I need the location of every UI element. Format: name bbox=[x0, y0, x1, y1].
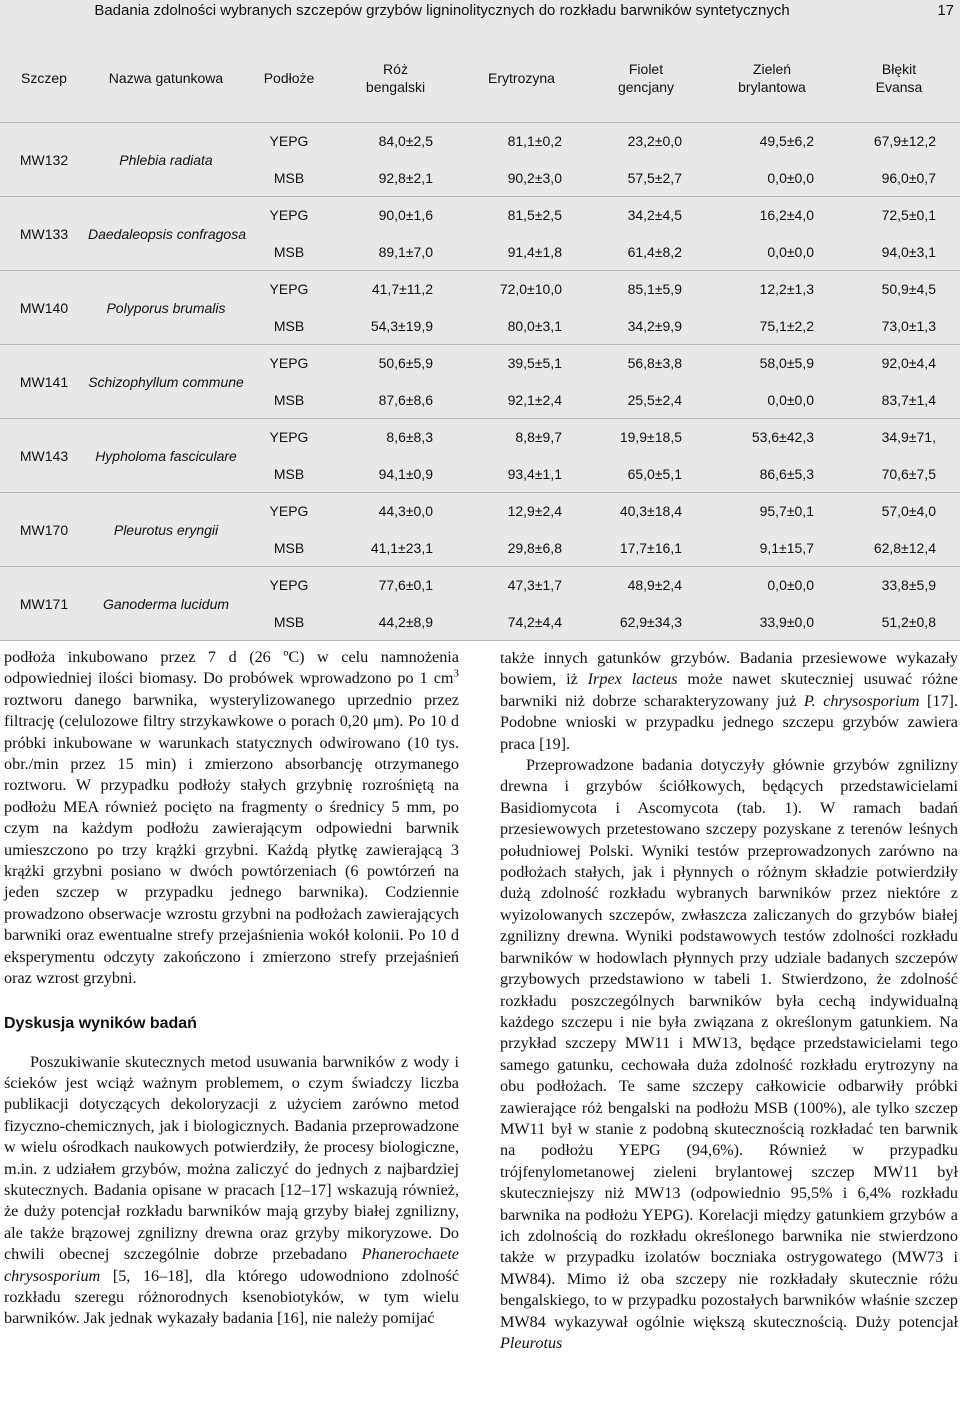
value-cell: 83,7±1,4 bbox=[838, 382, 960, 419]
substrate-cell: MSB bbox=[244, 456, 334, 493]
value-cell: 94,1±0,9 bbox=[334, 456, 457, 493]
column-header bbox=[0, 34, 88, 123]
column-header-text: bengalski bbox=[365, 79, 426, 95]
strain-cell: MW171 bbox=[0, 567, 88, 641]
value-cell: 61,4±8,2 bbox=[586, 234, 706, 271]
value-cell: 39,5±5,1 bbox=[507, 355, 562, 372]
value-cell: 8,6±8,3 bbox=[386, 429, 433, 446]
value-cell: 81,5±2,5 bbox=[507, 207, 562, 224]
value-cell: 33,9±0,0 bbox=[706, 604, 838, 641]
discussion-paragraph-continued bbox=[500, 648, 958, 755]
value-cell: 41,1±23,1 bbox=[334, 530, 457, 567]
value-cell: 8,8±9,7 bbox=[515, 429, 562, 446]
value-cell: 62,9±34,3 bbox=[586, 604, 706, 641]
value-cell: 92,0±4,4 bbox=[881, 355, 936, 372]
text-run: Przeprowadzone badania dotyczyły głównie grzybów zgnilizny drewna i grzybów ściółkowych, będących przedstawicielami Basidiomycota i Ascomycota (tab. 1). W ramach badań przesiewowych przetestowano szczepy pozyskane z terenów leśnych południowej Polski. Wyniki testów przeprowadzonych zarówno na podłożach stałych, jak i płynnych o różnym składzie potwierdziły dużą zdolność rozkładu wybranych barwników przez niektóre z wyizolowanych szczepów, zwłaszcza zaliczanych do grzybów białej zgnilizny drewna. Wyniki podstawowych testów zdolności rozkładu barwników w hodowlach płynnych przy udziale badanych szczepów grzybowych przedstawiono w tabeli 1. Stwierdzono, że zdolność rozkładu poszczególnych barwników była cechą indywidualną każdego szczepu i nie była związana z określonym gatunkiem. Na przykład szczepy MW11 i MW13, będące przedstawicielami tego samego gatunku, cechowała duża zdolność rozkładu erytrozyny na obu podłożach. Te same szczepy całkowicie odbarwiły próbki zawierające róż bengalski na podłożu MSB (100%), ale tylko szczep MW11 był w stanie z podobną skutecznością rozkładać ten barwnik na podłożu YEPG (94,6%). Również w przypadku trójfenylometanowej zieleni brylantowej szczep MW11 był skuteczniejszy niż MW13 (odpowiednio 95,5% i 6,4% rozkładu barwnika na podłożu YEPG). Korelacji między gatunkiem grzybów a ich zdolnością do rozkładu określonego barwnika nie stwierdzono także w przypadku izolatów boczniaka ostrygowatego (MW73 i MW84). Mimo iż oba szczepy nie rozkładały skutecznie różu bengalskiego, to w przypadku pozostałych barwników właśnie szczep MW84 wykazywał ogólnie większą skutecznością. Duży potencjał bbox=[500, 756, 958, 1331]
substrate-cell: MSB bbox=[244, 160, 334, 197]
column-header-text: gencjany bbox=[617, 79, 675, 95]
value-cell: 0,0±0,0 bbox=[706, 382, 838, 419]
value-cell: 9,1±15,7 bbox=[706, 530, 838, 567]
table-row bbox=[0, 419, 960, 456]
value-cell: 73,0±1,3 bbox=[838, 308, 960, 345]
value-cell: 89,1±7,0 bbox=[334, 234, 457, 271]
superscript-text: 3 bbox=[453, 668, 459, 681]
column-header-text: Szczep bbox=[21, 70, 67, 86]
value-cell: 81,1±0,2 bbox=[507, 133, 562, 150]
value-cell: 16,2±4,0 bbox=[759, 207, 814, 224]
species-cell: Hypholoma fasciculare bbox=[88, 419, 244, 493]
strain-cell: MW143 bbox=[0, 419, 88, 493]
value-cell: 50,9±4,5 bbox=[881, 281, 936, 298]
species-cell: Pleurotus eryngii bbox=[88, 493, 244, 567]
table-row bbox=[0, 493, 960, 530]
value-cell: 12,9±2,4 bbox=[507, 503, 562, 520]
column-header bbox=[838, 34, 960, 123]
discussion-paragraph-1 bbox=[4, 1052, 459, 1330]
value-cell: 50,6±5,9 bbox=[378, 355, 433, 372]
substrate-cell: YEPG bbox=[269, 503, 309, 520]
value-cell: 75,1±2,2 bbox=[706, 308, 838, 345]
value-cell: 86,6±5,3 bbox=[706, 456, 838, 493]
section-heading: Dyskusja wyników badań bbox=[4, 1014, 197, 1032]
substrate-cell: YEPG bbox=[269, 207, 309, 224]
value-cell: 62,8±12,4 bbox=[838, 530, 960, 567]
table-row bbox=[0, 567, 960, 604]
italic-text: P. chrysosporium bbox=[803, 691, 920, 710]
right-text-column bbox=[500, 648, 958, 1354]
text-run: może nawet skuteczniej usuwać różne barwniki niż dobrze scharakteryzowany już bbox=[500, 670, 958, 710]
value-cell: 95,7±0,1 bbox=[759, 503, 814, 520]
italic-text: Phanerochaete chrysosporium bbox=[4, 1245, 459, 1285]
value-cell: 47,3±1,7 bbox=[507, 577, 562, 594]
value-cell: 91,4±1,8 bbox=[457, 234, 586, 271]
page-number: 17 bbox=[937, 2, 954, 19]
value-cell: 51,2±0,8 bbox=[838, 604, 960, 641]
text-run: [17]. Podobne wnioski w przypadku jednego szczepu grzybów zawiera praca [19]. bbox=[500, 691, 958, 753]
value-cell: 17,7±16,1 bbox=[586, 530, 706, 567]
value-cell: 12,2±1,3 bbox=[759, 281, 814, 298]
value-cell: 94,0±3,1 bbox=[838, 234, 960, 271]
value-cell: 54,3±19,9 bbox=[334, 308, 457, 345]
column-header bbox=[586, 34, 706, 123]
column-header bbox=[457, 34, 586, 123]
text-run: roztworu danego barwnika, wysterylizowanego uprzednio przez filtrację (celulozowe filtry strzykawkowe o porach 0,20 μm). Po 10 d próbki inkubowane w warunkach statycznych odwirowano (10 tys. obr./min przez 15 min) i zmierzono absorbancję otrzymanego roztworu. W przypadku podłoży stałych grzybnię rozrośniętą na podłożu MEA również pocięto na fragmenty o średnicy 5 mm, po czym na każdym podłożu zawierającym odpowiedni barwnik umieszczono po trzy krążki grzybni. Każdą płytkę zawierającą 3 krążki grzybni posiano w dwóch powtórzeniach (6 powtórzeń na jeden szczep w przypadku jednego barwnika). Codziennie prowadzono obserwacje wzrostu grzybni na podłożach zawierających barwniki oraz ewentualne strefy przejaśnienia wokół kolonii. Po 10 d eksperymentu odczyty zakończono i zmierzono strefy przejaśnień oraz wzrost grzybni. bbox=[4, 690, 459, 988]
value-cell: 40,3±18,4 bbox=[619, 503, 682, 520]
column-header-text: Podłoże bbox=[263, 70, 315, 86]
value-cell: 48,9±2,4 bbox=[627, 577, 682, 594]
value-cell: 0,0±0,0 bbox=[706, 234, 838, 271]
value-cell: 85,1±5,9 bbox=[627, 281, 682, 298]
value-cell: 34,2±9,9 bbox=[586, 308, 706, 345]
running-header-title: Badania zdolności wybranych szczepów grzybów ligninolitycznych do rozkładu barwników syntetycznych bbox=[94, 2, 790, 19]
strain-cell: MW133 bbox=[0, 197, 88, 271]
table-body bbox=[0, 123, 960, 641]
value-cell: 80,0±3,1 bbox=[457, 308, 586, 345]
value-cell: 23,2±0,0 bbox=[627, 133, 682, 150]
strain-cell: MW140 bbox=[0, 271, 88, 345]
value-cell: 77,6±0,1 bbox=[378, 577, 433, 594]
value-cell: 58,0±5,9 bbox=[759, 355, 814, 372]
value-cell: 49,5±6,2 bbox=[759, 133, 814, 150]
value-cell: 34,9±71, bbox=[881, 429, 936, 446]
species-cell: Schizophyllum commune bbox=[88, 345, 244, 419]
substrate-cell: YEPG bbox=[269, 355, 309, 372]
value-cell: 25,5±2,4 bbox=[586, 382, 706, 419]
substrate-cell: YEPG bbox=[269, 133, 309, 150]
substrate-cell: YEPG bbox=[269, 281, 309, 298]
value-cell: 67,9±12,2 bbox=[873, 133, 936, 150]
value-cell: 33,8±5,9 bbox=[881, 577, 936, 594]
table-row bbox=[0, 197, 960, 234]
column-header-text: Fiolet bbox=[628, 61, 664, 77]
column-header-text: Zieleń bbox=[752, 61, 792, 77]
value-cell: 74,2±4,4 bbox=[457, 604, 586, 641]
substrate-cell: MSB bbox=[244, 382, 334, 419]
value-cell: 53,6±42,3 bbox=[751, 429, 814, 446]
value-cell: 57,5±2,7 bbox=[586, 160, 706, 197]
species-cell: Phlebia radiata bbox=[88, 123, 244, 197]
methods-paragraph bbox=[4, 647, 459, 990]
value-cell: 44,3±0,0 bbox=[378, 503, 433, 520]
value-cell: 29,8±6,8 bbox=[457, 530, 586, 567]
italic-text: Pleurotus bbox=[500, 1334, 563, 1352]
value-cell: 70,6±7,5 bbox=[838, 456, 960, 493]
strain-cell: MW170 bbox=[0, 493, 88, 567]
value-cell: 0,0±0,0 bbox=[767, 577, 814, 594]
discussion-paragraph-2 bbox=[500, 755, 958, 1354]
strain-cell: MW132 bbox=[0, 123, 88, 197]
strain-cell: MW141 bbox=[0, 345, 88, 419]
column-header-text: Róż bbox=[383, 61, 408, 77]
table-header bbox=[0, 34, 960, 123]
value-cell: 92,1±2,4 bbox=[457, 382, 586, 419]
column-header-text: brylantowa bbox=[738, 79, 806, 95]
substrate-cell: YEPG bbox=[269, 577, 309, 594]
column-header-text: Evansa bbox=[875, 79, 923, 95]
table-row bbox=[0, 345, 960, 382]
value-cell: 90,2±3,0 bbox=[457, 160, 586, 197]
text-run: podłoża inkubowano przez 7 d (26 ºC) w celu namnożenia odpowiedniej ilości biomasy. Do probówek wprowadzono po 1 cm bbox=[4, 648, 459, 688]
value-cell: 84,0±2,5 bbox=[378, 133, 433, 150]
value-cell: 44,2±8,9 bbox=[334, 604, 457, 641]
value-cell: 41,7±11,2 bbox=[371, 281, 433, 298]
value-cell: 65,0±5,1 bbox=[586, 456, 706, 493]
species-cell: Polyporus brumalis bbox=[88, 271, 244, 345]
column-header bbox=[88, 34, 244, 123]
results-table bbox=[0, 34, 960, 641]
value-cell: 96,0±0,7 bbox=[838, 160, 960, 197]
text-run: [5, 16–18], dla którego udowodniono zdolność rozkładu szeregu różnorodnych ksenobiotyków, w tym wielu barwników. Jak jednak wykazały badania [16], nie należy pomijać bbox=[4, 1266, 459, 1328]
column-header bbox=[244, 34, 334, 123]
value-cell: 34,2±4,5 bbox=[627, 207, 682, 224]
substrate-cell: YEPG bbox=[269, 429, 309, 446]
species-cell: Daedaleopsis confragosa bbox=[88, 197, 244, 271]
italic-text: Irpex lacteus bbox=[587, 670, 678, 689]
substrate-cell: MSB bbox=[244, 604, 334, 641]
column-header-text: Nazwa gatunkowa bbox=[108, 70, 224, 86]
value-cell: 56,8±3,8 bbox=[627, 355, 682, 372]
column-header-text: Błękit bbox=[881, 61, 917, 77]
substrate-cell: MSB bbox=[244, 530, 334, 567]
value-cell: 19,9±18,5 bbox=[619, 429, 682, 446]
value-cell: 90,0±1,6 bbox=[378, 207, 433, 224]
column-header-text: Erytrozyna bbox=[488, 70, 555, 86]
text-run: Poszukiwanie skutecznych metod usuwania barwników z wody i ścieków jest wciąż ważnym problemem, o czym świadczy liczba publikacji dotyczących dekoloryzacji z użyciem zarówno metod fizyczno-chemicznych, jak i biologicznych. Badania przeprowadzone w wielu ośrodkach naukowych potwierdziły, że procesy biologiczne, m.in. z udziałem grzybów, można zaliczyć do jednych z najbardziej skutecznych. Badania opisane w pracach [12–17] wskazują również, że duży potencjał rozkładu barwników mają grzyby białej zgnilizny, ale także brązowej zgnilizny drewna oraz grzyby mikoryzowe. Do chwili obecnej szczególnie dobrze przebadano bbox=[4, 1052, 459, 1264]
column-header bbox=[334, 34, 457, 123]
value-cell: 93,4±1,1 bbox=[457, 456, 586, 493]
left-text-column bbox=[4, 647, 459, 1330]
table-row bbox=[0, 271, 960, 308]
value-cell: 0,0±0,0 bbox=[706, 160, 838, 197]
value-cell: 57,0±4,0 bbox=[881, 503, 936, 520]
substrate-cell: MSB bbox=[244, 234, 334, 271]
value-cell: 92,8±2,1 bbox=[334, 160, 457, 197]
value-cell: 72,0±10,0 bbox=[499, 281, 562, 298]
value-cell: 72,5±0,1 bbox=[881, 207, 936, 224]
substrate-cell: MSB bbox=[244, 308, 334, 345]
species-cell: Ganoderma lucidum bbox=[88, 567, 244, 641]
table-header-row bbox=[0, 34, 960, 123]
column-header bbox=[706, 34, 838, 123]
running-header bbox=[0, 0, 960, 34]
value-cell: 87,6±8,6 bbox=[334, 382, 457, 419]
text-run: także innych gatunków grzybów. Badania przesiewowe wykazały bowiem, iż bbox=[500, 649, 958, 689]
table-row bbox=[0, 123, 960, 160]
